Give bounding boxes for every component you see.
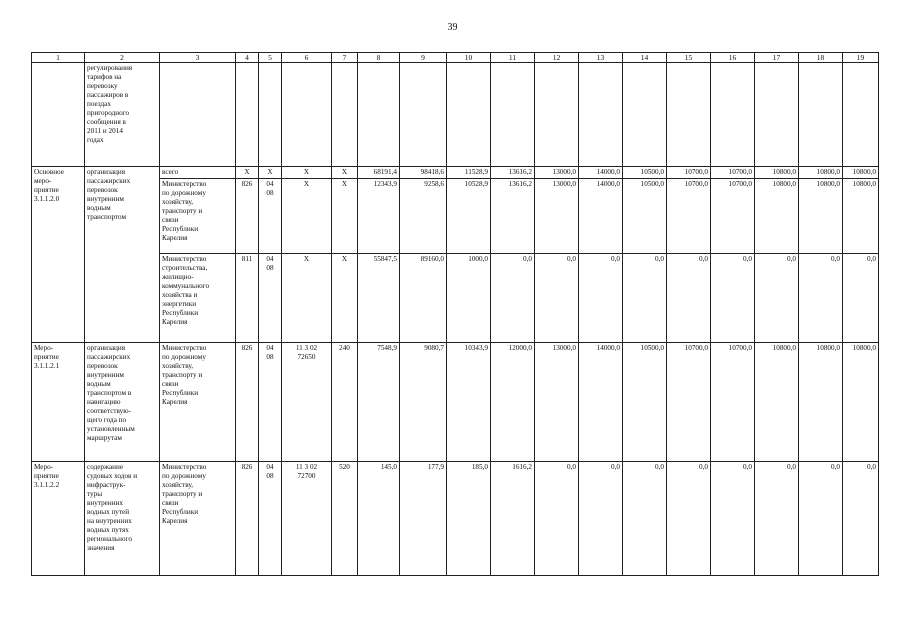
measure-name: регулирования тарифов на перевозку пассажиров в поездах пригородного сообщения в 2011 и 2014 годах bbox=[85, 63, 160, 167]
target-article: Х bbox=[282, 254, 332, 343]
header-cell: 5 bbox=[259, 53, 282, 63]
table-row bbox=[32, 179, 879, 254]
value-cell: 1616,2 bbox=[491, 462, 535, 576]
measure-name: содержание судовых ходов и инфраструк- туры внутренних водных путей на внутренних водных путях регионального значения bbox=[85, 462, 160, 576]
header-row bbox=[32, 53, 879, 63]
value-cell: 0,0 bbox=[579, 462, 623, 576]
value-cell: 0,0 bbox=[667, 462, 711, 576]
value-cell: 0,0 bbox=[491, 254, 535, 343]
table-row bbox=[32, 167, 879, 179]
target-article: 11 3 02 72650 bbox=[282, 343, 332, 462]
header-cell: 9 bbox=[400, 53, 447, 63]
value-cell: 10700,0 bbox=[711, 167, 755, 179]
target-article: 11 3 02 72700 bbox=[282, 462, 332, 576]
value-cell: 10700,0 bbox=[667, 167, 711, 179]
table-row bbox=[32, 343, 879, 462]
value-cell: 14000,0 bbox=[579, 167, 623, 179]
header-cell: 15 bbox=[667, 53, 711, 63]
grbs-code: 826 bbox=[236, 179, 259, 254]
grbs-code: 826 bbox=[236, 343, 259, 462]
value-cell: 0,0 bbox=[843, 254, 879, 343]
header-cell: 1 bbox=[32, 53, 85, 63]
value-cell: 10800,0 bbox=[799, 179, 843, 254]
executor: Министерство по дорожному хозяйству, транспорту и связи Республики Карелия bbox=[160, 343, 236, 462]
expense-type: Х bbox=[332, 179, 358, 254]
measure-code: Меро- приятие 3.1.1.2.2 bbox=[32, 462, 85, 576]
grbs-code: 826 bbox=[236, 462, 259, 576]
value-cell: 10800,0 bbox=[843, 343, 879, 462]
value-cell: 10700,0 bbox=[711, 343, 755, 462]
header-cell: 19 bbox=[843, 53, 879, 63]
value-cell: 11528,9 bbox=[447, 167, 491, 179]
value-cell: 0,0 bbox=[711, 462, 755, 576]
header-cell: 18 bbox=[799, 53, 843, 63]
value-cell: 1000,0 bbox=[447, 254, 491, 343]
value-cell: 7548,9 bbox=[358, 343, 400, 462]
header-cell: 11 bbox=[491, 53, 535, 63]
value-cell: 68191,4 bbox=[358, 167, 400, 179]
value-cell: 0,0 bbox=[667, 254, 711, 343]
value-cell: 0,0 bbox=[535, 462, 579, 576]
value-cell: 13000,0 bbox=[535, 179, 579, 254]
budget-table bbox=[31, 52, 879, 576]
value-cell: 12000,0 bbox=[491, 343, 535, 462]
value-cell: 0,0 bbox=[799, 254, 843, 343]
value-cell: 10800,0 bbox=[755, 343, 799, 462]
measure-name: организация пассажирских перевозок внутренним водным транспортом в навигацию соответствую- щего года по установленным маршрутам bbox=[85, 343, 160, 462]
measure-name: организация пассажирских перевозок внутренним водным транспортом bbox=[85, 167, 160, 343]
table-row bbox=[32, 462, 879, 576]
section-code: Х bbox=[259, 167, 282, 179]
measure-code: Меро- приятие 3.1.1.2.1 bbox=[32, 343, 85, 462]
value-cell: 89160,0 bbox=[400, 254, 447, 343]
value-cell: 10343,9 bbox=[447, 343, 491, 462]
section-code: 04 08 bbox=[259, 254, 282, 343]
value-cell: 10800,0 bbox=[755, 167, 799, 179]
value-cell: 0,0 bbox=[755, 254, 799, 343]
value-cell: 0,0 bbox=[755, 462, 799, 576]
value-cell: 14000,0 bbox=[579, 179, 623, 254]
value-cell: 55847,5 bbox=[358, 254, 400, 343]
table-row bbox=[32, 63, 879, 167]
header-cell: 14 bbox=[623, 53, 667, 63]
value-cell: 10800,0 bbox=[843, 167, 879, 179]
value-cell: 9258,6 bbox=[400, 179, 447, 254]
value-cell: 10500,0 bbox=[623, 343, 667, 462]
expense-type: 520 bbox=[332, 462, 358, 576]
value-cell: 10800,0 bbox=[799, 343, 843, 462]
value-cell: 13000,0 bbox=[535, 167, 579, 179]
target-article: Х bbox=[282, 179, 332, 254]
value-cell: 0,0 bbox=[623, 462, 667, 576]
value-cell: 185,0 bbox=[447, 462, 491, 576]
value-cell: 0,0 bbox=[711, 254, 755, 343]
value-cell: 10800,0 bbox=[799, 167, 843, 179]
executor: Министерство строительства, жилищно- коммунального хозяйства и энергетики Республики Карелия bbox=[160, 254, 236, 343]
header-cell: 2 bbox=[85, 53, 160, 63]
header-cell: 4 bbox=[236, 53, 259, 63]
header-cell: 17 bbox=[755, 53, 799, 63]
section-code: 04 08 bbox=[259, 462, 282, 576]
grbs-code: 811 bbox=[236, 254, 259, 343]
value-cell: 98418,6 bbox=[400, 167, 447, 179]
table-row bbox=[32, 254, 879, 343]
expense-type: 240 bbox=[332, 343, 358, 462]
header-cell: 3 bbox=[160, 53, 236, 63]
value-cell: 10700,0 bbox=[711, 179, 755, 254]
value-cell: 0,0 bbox=[623, 254, 667, 343]
value-cell: 9080,7 bbox=[400, 343, 447, 462]
header-cell: 6 bbox=[282, 53, 332, 63]
measure-code: Основное меро- приятие 3.1.1.2.0 bbox=[32, 167, 85, 343]
value-cell: 10500,0 bbox=[623, 167, 667, 179]
page-number: 39 bbox=[447, 22, 458, 33]
value-cell: 13616,2 bbox=[491, 179, 535, 254]
value-cell: 10800,0 bbox=[843, 179, 879, 254]
value-cell: 177,9 bbox=[400, 462, 447, 576]
value-cell: 0,0 bbox=[799, 462, 843, 576]
value-cell: 10528,9 bbox=[447, 179, 491, 254]
section-code: 04 08 bbox=[259, 179, 282, 254]
header-cell: 10 bbox=[447, 53, 491, 63]
value-cell: 13000,0 bbox=[535, 343, 579, 462]
target-article: Х bbox=[282, 167, 332, 179]
value-cell: 10500,0 bbox=[623, 179, 667, 254]
value-cell: 10800,0 bbox=[755, 179, 799, 254]
value-cell: 0,0 bbox=[579, 254, 623, 343]
header-cell: 7 bbox=[332, 53, 358, 63]
expense-type: Х bbox=[332, 167, 358, 179]
executor: Министерство по дорожному хозяйству, транспорту и связи Республики Карелия bbox=[160, 462, 236, 576]
value-cell: 145,0 bbox=[358, 462, 400, 576]
value-cell: 0,0 bbox=[843, 462, 879, 576]
header-cell: 8 bbox=[358, 53, 400, 63]
grbs-code: Х bbox=[236, 167, 259, 179]
value-cell: 10700,0 bbox=[667, 179, 711, 254]
value-cell: 12343,9 bbox=[358, 179, 400, 254]
expense-type: Х bbox=[332, 254, 358, 343]
value-cell: 13616,2 bbox=[491, 167, 535, 179]
executor: Министерство по дорожному хозяйству, транспорту и связи Республики Карелия bbox=[160, 179, 236, 254]
header-cell: 16 bbox=[711, 53, 755, 63]
value-cell: 10700,0 bbox=[667, 343, 711, 462]
header-cell: 12 bbox=[535, 53, 579, 63]
header-cell: 13 bbox=[579, 53, 623, 63]
executor: всего bbox=[160, 167, 236, 179]
section-code: 04 08 bbox=[259, 343, 282, 462]
value-cell: 14000,0 bbox=[579, 343, 623, 462]
value-cell: 0,0 bbox=[535, 254, 579, 343]
